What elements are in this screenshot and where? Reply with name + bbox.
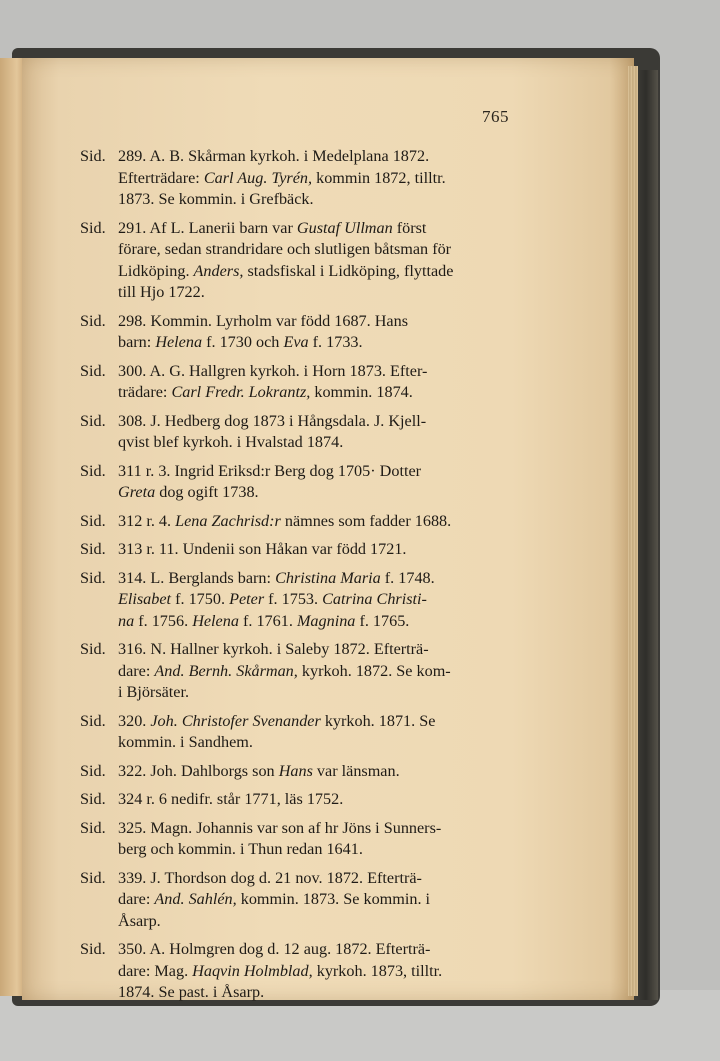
entry-sid-label: Sid. xyxy=(80,361,106,380)
entry xyxy=(80,818,532,861)
entry-sid-label: Sid. xyxy=(80,868,106,887)
text-run: f. 1765. xyxy=(355,611,410,630)
entry-line xyxy=(118,332,532,354)
text-run: dog ogift 1738. xyxy=(155,483,259,501)
entry-line xyxy=(118,361,532,383)
text-run: 322. Joh. Dahlborgs son xyxy=(118,761,279,780)
text-run: 300. A. G. Hallgren kyrkoh. i Horn 1873. Efter- xyxy=(118,361,428,380)
entry-sid-label: Sid. xyxy=(80,640,106,658)
entry xyxy=(80,761,532,783)
entry-sid-label: Sid. xyxy=(80,711,106,730)
text-run: kommin. 1873. Se kommin. i xyxy=(236,890,431,908)
italic-name: Gustaf Ullman xyxy=(296,218,393,237)
italic-name: Catrina Christi- xyxy=(322,590,427,608)
entry-line xyxy=(118,261,532,283)
text-run: först xyxy=(392,218,427,237)
text-run: Åsarp. xyxy=(118,911,161,930)
entry-line xyxy=(118,539,532,561)
entry-line xyxy=(118,661,532,683)
entry-list xyxy=(80,146,532,1011)
text-run: kommin 1872, tilltr. xyxy=(312,168,446,187)
entry-line xyxy=(118,282,532,304)
page-stack-edge xyxy=(628,66,638,996)
text-run: var länsman. xyxy=(312,761,400,780)
italic-name: Lena Zachrisd:r xyxy=(175,511,281,530)
entry-line xyxy=(118,146,532,168)
entry-line xyxy=(118,411,532,433)
entry-line xyxy=(118,189,532,211)
italic-name: And. Sahlén, xyxy=(154,890,237,908)
entry-line xyxy=(118,382,532,404)
entry xyxy=(80,568,532,633)
italic-name: Helena xyxy=(192,611,239,630)
entry-sid-label: Sid. xyxy=(80,940,106,958)
entry-line xyxy=(118,568,532,590)
text-run: 312 r. 4. xyxy=(118,511,176,530)
italic-name: Peter xyxy=(229,590,265,608)
text-run: berg och kommin. i Thun redan 1641. xyxy=(118,840,363,858)
italic-name: Christina Maria xyxy=(275,568,381,587)
italic-name: Anders, xyxy=(193,261,244,280)
text-run: kyrkoh. 1872. Se kom- xyxy=(297,661,451,680)
entry-line xyxy=(118,432,532,454)
entry-sid-label: Sid. xyxy=(80,411,106,430)
entry-line xyxy=(118,911,532,933)
text-run: 1873. Se kommin. i Grefbäck. xyxy=(118,190,314,208)
entry-line xyxy=(118,239,532,261)
entry xyxy=(80,539,532,561)
text-run: f. 1750. xyxy=(171,590,230,608)
entry-line xyxy=(118,711,532,733)
text-run: stadsfiskal i Lidköping, flyttade xyxy=(243,261,454,280)
italic-name: And. Bernh. Skårman, xyxy=(154,661,298,680)
entry-line xyxy=(118,889,532,911)
text-run: till Hjo 1722. xyxy=(118,283,205,301)
text-run: dare: xyxy=(118,890,155,908)
text-run: 289. A. B. Skårman kyrkoh. i Medelplana 1872. xyxy=(118,147,430,165)
entry-line xyxy=(118,511,532,533)
entry-sid-label: Sid. xyxy=(80,540,106,558)
text-run: Efterträdare: xyxy=(118,168,204,187)
entry xyxy=(80,461,532,504)
entry-line xyxy=(118,682,532,704)
entry xyxy=(80,311,532,354)
text-run: 311 r. 3. Ingrid Eriksd:r Berg dog 1705· Dotter xyxy=(118,461,422,480)
entry-line xyxy=(118,961,532,983)
italic-name: Elisabet xyxy=(118,590,172,608)
entry-sid-label: Sid. xyxy=(80,790,106,808)
italic-name: Carl Fredr. Lokrantz, xyxy=(171,383,311,401)
entry-line xyxy=(118,482,532,504)
text-run: 339. J. Thordson dog d. 21 nov. 1872. Efterträ- xyxy=(118,868,422,887)
entry-line xyxy=(118,761,532,783)
italic-name: Helena xyxy=(155,333,203,351)
italic-name: Joh. Christofer Svenander xyxy=(150,711,321,730)
entry-sid-label: Sid. xyxy=(80,818,106,837)
text-run: 316. N. Hallner kyrkoh. i Saleby 1872. Efterträ- xyxy=(118,640,429,658)
text-run: 320. xyxy=(118,711,151,730)
text-run: f. 1733. xyxy=(308,333,363,351)
entry-sid-label: Sid. xyxy=(80,568,106,587)
italic-name: Hans xyxy=(278,761,313,780)
text-run: 291. Af L. Lanerii barn var xyxy=(118,218,297,237)
entry-line xyxy=(118,639,532,661)
text-run: 314. L. Berglands barn: xyxy=(118,568,276,587)
entry-line xyxy=(118,311,532,333)
text-run: kommin. i Sandhem. xyxy=(118,733,253,751)
entry-line xyxy=(118,982,532,1004)
entry-line xyxy=(118,818,532,840)
text-run: Lidköping. xyxy=(118,261,194,280)
text-run: 324 r. 6 nedifr. står 1771, läs 1752. xyxy=(118,790,344,808)
entry xyxy=(80,639,532,704)
text-run: 325. Magn. Johannis var son af hr Jöns i Sunners- xyxy=(118,818,442,837)
entry-line xyxy=(118,218,532,240)
entry xyxy=(80,711,532,754)
entry xyxy=(80,218,532,304)
text-run: barn: xyxy=(118,333,156,351)
entry xyxy=(80,511,532,533)
entry-line xyxy=(118,461,532,483)
entry-sid-label: Sid. xyxy=(80,218,106,237)
entry xyxy=(80,939,532,1004)
text-run: nämnes som fadder 1688. xyxy=(280,511,452,530)
entry-line xyxy=(118,939,532,961)
text-run: f. 1756. xyxy=(134,611,193,630)
text-run: f. 1748. xyxy=(380,568,435,587)
text-run: dare: xyxy=(118,661,155,680)
text-run: kyrkoh. 1871. Se xyxy=(320,711,436,730)
entry-sid-label: Sid. xyxy=(80,461,106,480)
text-run: 350. A. Holmgren dog d. 12 aug. 1872. Efterträ- xyxy=(118,940,431,958)
text-run: trädare: xyxy=(118,383,172,401)
entry xyxy=(80,868,532,933)
text-run: f. 1761. xyxy=(238,611,297,630)
entry xyxy=(80,361,532,404)
entry-line xyxy=(118,732,532,754)
text-run: qvist blef kyrkoh. i Hvalstad 1874. xyxy=(118,433,344,451)
text-run: kyrkoh. 1873, tilltr. xyxy=(312,961,443,980)
italic-name: Magnina xyxy=(296,611,356,630)
entry-line xyxy=(118,589,532,611)
text-run: 313 r. 11. Undenii son Håkan var född 1721. xyxy=(118,540,407,558)
text-run: kommin. 1874. xyxy=(310,383,413,401)
entry-line xyxy=(118,839,532,861)
italic-name: Haqvin Holmblad, xyxy=(192,961,313,980)
text-run: f. 1730 och xyxy=(202,333,284,351)
entry xyxy=(80,146,532,211)
entry-line xyxy=(118,789,532,811)
entry-sid-label: Sid. xyxy=(80,147,106,165)
page-number: 765 xyxy=(482,107,509,126)
entry xyxy=(80,789,532,811)
text-run: dare: Mag. xyxy=(118,961,193,980)
entry xyxy=(80,411,532,454)
entry-sid-label: Sid. xyxy=(80,761,106,780)
text-run: 1874. Se past. i Åsarp. xyxy=(118,983,265,1001)
text-run: i Björsäter. xyxy=(118,683,190,701)
text-run: f. 1753. xyxy=(264,590,323,608)
text-run: förare, sedan strandridare och slutligen båtsman för xyxy=(118,240,452,258)
entry-line xyxy=(118,868,532,890)
entry-line xyxy=(118,168,532,190)
text-run: 298. Kommin. Lyrholm var född 1687. Hans xyxy=(118,311,408,330)
italic-name: Eva xyxy=(283,333,309,351)
entry-sid-label: Sid. xyxy=(80,311,106,330)
italic-name: na xyxy=(118,611,135,630)
italic-name: Carl Aug. Tyrén, xyxy=(203,168,313,187)
entry-line xyxy=(118,611,532,633)
italic-name: Greta xyxy=(118,483,156,501)
text-run: 308. J. Hedberg dog 1873 i Hångsdala. J. Kjell- xyxy=(118,411,427,430)
entry-sid-label: Sid. xyxy=(80,511,106,530)
